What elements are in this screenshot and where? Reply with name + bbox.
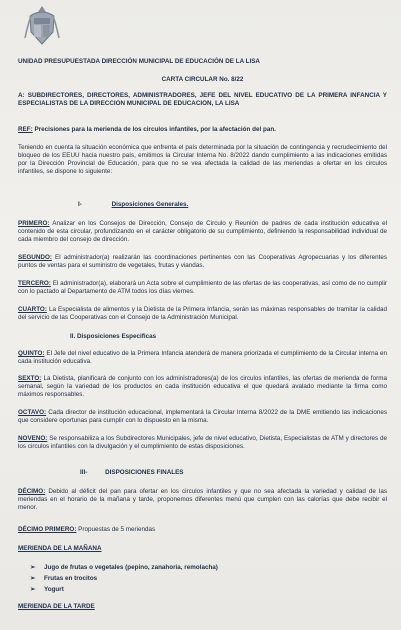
ref-text: Precisiones para la merienda de los circulos infantiles, por la afectación del pan. — [34, 126, 276, 133]
clause-label: NOVENO: — [18, 435, 48, 442]
merienda-tarde-title: MERIENDA DE LA TARDE — [18, 603, 95, 610]
section-3-number: III- — [80, 469, 88, 476]
bullet-arrow-icon: ➢ — [30, 564, 36, 571]
clause-label: PRIMERO: — [18, 220, 50, 227]
clause-text: Propuestas de 5 meriendas — [78, 526, 156, 533]
list-item-text: Jugo de frutas o vegetales (pepino, zanahoria, remolacha) — [44, 564, 218, 571]
clause-label: SEGUNDO: — [18, 254, 52, 261]
ref-label: REF: — [18, 126, 33, 133]
clause-text: El Jefe del nivel educativo de la Primera Infancia atenderá de manera priorizada el cumplimiento de la Circular interna en cada institución educativa. — [18, 350, 387, 365]
addressee: A: SUBDIRECTORES, DIRECTORES, ADMINISTRADORES, JEFE DEL NIVEL EDUCATIVO DE LA PRIMERA INFANCIA Y ESPECIALISTAS DE LA DIRECCION MUNICIPAL DE EDUCACION, LA LISA — [18, 92, 387, 107]
clause-label: QUINTO: — [18, 350, 45, 357]
clause-octavo — [18, 409, 387, 425]
list-item — [30, 563, 218, 572]
clause-label: TERCERO: — [18, 280, 51, 287]
clause-text: El administrador(a), elaborará un Acta sobre el cumplimiento de las ofertas de las cooperativas, así como de no cumplir con lo pactado al Departamento de ATM todos los días viernes. — [18, 280, 387, 295]
section-2-heading: II. Disposiciones Especificas — [70, 333, 157, 340]
section-3-heading — [80, 469, 387, 477]
clause-label: DÉCIMO PRIMERO: — [18, 526, 77, 533]
clause-cuarto — [18, 306, 387, 322]
clause-text: El administrador(a) realizarán las coordinaciones pertinentes con las Cooperativas Agropecuarias y los diferentes puntos de ventas para el suministro de vegetales, frutas y viandas. — [18, 254, 387, 269]
clause-text: La Especialista de alimentos y la Dietista de la Primera Infancia, serán las máximas responsables de tramitar la calidad del servicio de las Cooperativas con el Consejo de la Administración Municipal. — [18, 306, 387, 321]
clause-noveno — [18, 435, 387, 451]
clause-text: Debido al déficit del pan para ofertar en los circulos infantiles y que no sea afectada la variedad y calidad de las meriendas en el horario de la mañana y tarde, proponemos diferentes menú que cumplen con las calorías que debe recibir el menor. — [18, 488, 388, 511]
clause-label: SEXTO: — [18, 375, 42, 382]
issuing-unit: UNIDAD PRESUPUESTADA DIRECCIÓN MUNICIPAL DE EDUCACIÓN DE LA LISA — [18, 58, 260, 65]
section-3-title: DISPOSICIONES FINALES — [105, 469, 184, 476]
clause-decimo-primero — [18, 526, 387, 534]
clause-segundo — [18, 254, 387, 270]
clause-tercero — [18, 280, 387, 296]
clause-text: Se responsabiliza a los Subdirectores Municipales, jefe de nivel educativo, Dietista, Especialistas de ATM y directores de los circulos infantiles con la divulgación y el cumplimiento de estas disposiciones. — [18, 435, 388, 450]
coat-of-arms-icon — [22, 4, 62, 48]
list-item-text: Yogurt — [44, 586, 64, 593]
clause-sexto — [18, 375, 387, 399]
clause-label: OCTAVO: — [18, 409, 47, 416]
reference — [18, 126, 387, 134]
bullet-arrow-icon: ➢ — [30, 575, 36, 582]
list-item — [30, 585, 64, 594]
section-1-number: I- — [78, 201, 82, 208]
clause-label: DÉCIMO: — [18, 488, 46, 495]
section-1-title: Disposiciones Generales. — [111, 201, 189, 208]
merienda-manana-title: MERIENDA DE LA MAÑANA — [18, 545, 102, 552]
clause-quinto — [18, 350, 387, 366]
clause-text: La Dietista, planificará de conjunto con los administradores(a) de los circulos infantiles, las ofertas de merienda de forma semanal, según la variedad de los productos en cada institución educativa el que quedará avalado mediante la firma como máximos responsables. — [18, 375, 387, 398]
clause-primero — [18, 220, 387, 244]
circular-title: CARTA CIRCULAR No. 8/22 — [161, 76, 244, 83]
clause-decimo — [18, 488, 387, 512]
intro-paragraph: Teniendo en cuenta la situación económica que enfrenta el país determinada por la situación de contingencia y recrudecimiento del bloqueo de los EEUU hacia nuestro país, emitimos la Circular Interna No. 8/2022 dando cumplimiento a las indicaciones emitidas por la Dirección Provincial de Educación, para que no se vea afectada la calidad de las meriendas a ofertar en los circulos infantiles, se dispone lo siguiente: — [18, 144, 387, 175]
clause-label: CUARTO: — [18, 306, 47, 313]
bullet-arrow-icon: ➢ — [30, 586, 36, 593]
clause-text: Analizar en los Consejos de Dirección, Consejo de Circulo y Reunión de padres de cada institución educativa el contenido de esta circular, profundizando en el carácter obligatorio de su cumplimiento, definiendo la responsabilidad individual de cada miembro del consejo de dirección. — [18, 220, 387, 243]
clause-text: Cada director de institución educacional, implementará la Circular Interna 8/2022 de la DME emitiendo las indicaciones que considere oportunas para cumplir con lo dispuesto en la misma. — [18, 409, 387, 424]
list-item-text: Frutas en trocitos — [44, 575, 98, 582]
list-item — [30, 574, 97, 583]
section-1-heading — [78, 201, 387, 209]
